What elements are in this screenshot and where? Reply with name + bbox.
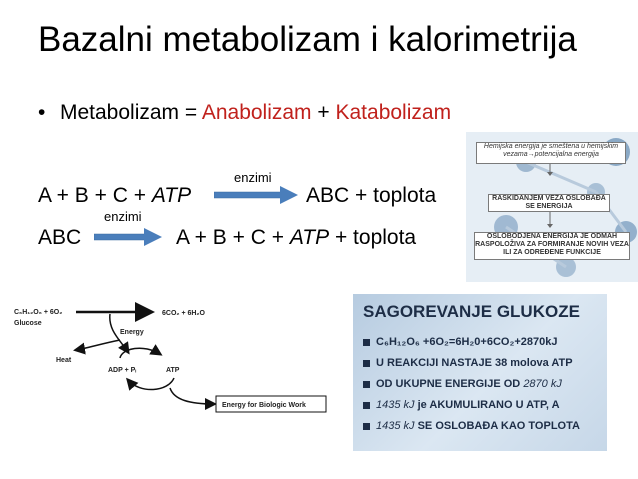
slide-title: Bazalni metabolizam i kalorimetrija	[38, 20, 577, 59]
panel-item-total-energy-value: 2870 kJ	[523, 378, 562, 390]
anabolism-term: Anabolizam	[201, 101, 312, 124]
panel-item-total-energy-text: OD UKUPNE ENERGIJE OD	[376, 378, 524, 390]
plus-sign: +	[311, 101, 336, 124]
panel-item-equation	[363, 336, 557, 348]
eq1-arrow-icon	[214, 184, 298, 206]
equation-2-right	[176, 226, 416, 250]
panel-item-total-energy	[363, 378, 562, 390]
heat-label: Heat	[56, 357, 72, 364]
heat-arrow-icon	[76, 340, 120, 350]
square-bullet-icon	[363, 339, 370, 346]
square-bullet-icon	[363, 402, 370, 409]
energy-label: Energy	[120, 329, 144, 336]
square-bullet-icon	[363, 423, 370, 430]
panel-item-accumulated-text: je AKUMULIRANO U ATP, A	[414, 399, 560, 411]
panel-item-accumulated	[363, 399, 560, 411]
bullet-prefix: Metabolizam =	[60, 101, 202, 124]
panel-item-released-text: SE OSLOBAĐA KAO TOPLOTA	[414, 420, 580, 432]
glucose-label: Glucose	[14, 320, 42, 327]
eq2-arrow-icon	[94, 226, 162, 248]
eq2-products: A + B + C +	[176, 226, 290, 249]
atp-label: ATP	[166, 367, 180, 374]
products-formula: 6CO₂ + 6H₂O	[162, 310, 205, 317]
eq1-enzyme-label: enzimi	[234, 170, 272, 185]
eq1-atp: ATP	[151, 184, 192, 207]
panel-item-released-value: 1435 kJ	[376, 420, 415, 432]
eq2-heat: + toplota	[329, 226, 417, 249]
eq2-reactant: ABC	[38, 226, 82, 249]
catabolism-term: Katabolizam	[335, 101, 452, 124]
square-bullet-icon	[363, 381, 370, 388]
square-bullet-icon	[363, 360, 370, 367]
bullet-icon: •	[38, 101, 46, 124]
equation-1-left	[38, 184, 191, 208]
eq2-enzyme-label: enzimi	[104, 209, 142, 224]
eq1-product: ABC + toplota	[306, 184, 437, 207]
work-label: Energy for Biologic Work	[222, 402, 306, 409]
panel-item-equation-text: C₆H₁₂O₆ +6O₂=6H₂0+6CO₂+2870kJ	[376, 336, 558, 348]
adp-label: ADP + Pᵢ	[108, 367, 137, 374]
work-arrow-icon	[170, 388, 214, 404]
panel-item-accumulated-value: 1435 kJ	[376, 399, 415, 411]
panel-title: SAGOREVANJE GLUKOZE	[363, 302, 580, 321]
eq2-atp: ATP	[289, 226, 330, 249]
panel-item-atp	[363, 357, 573, 369]
atp-cycle-diagram	[10, 300, 330, 428]
eq1-reactants: A + B + C +	[38, 184, 152, 207]
released-energy-box: OSLOBODJENA ENERGIJA JE ODMAH RASPOLOŽIVA ZA FORMIRANJE NOVIH VEZA ILI ZA ODREĐENE FUNKCIJE	[474, 232, 630, 260]
panel-item-atp-text: U REAKCIJI NASTAJE 38 molova ATP	[376, 357, 573, 369]
glucose-combustion-panel	[353, 294, 607, 451]
panel-item-released	[363, 420, 580, 432]
bond-breaking-box: RASKIDANJEM VEZA OSLOBAĐA SE ENERGIJA	[488, 194, 610, 212]
chemical-energy-box: Hemijska energija je smeštena u hemijskim vezama→potencijalna energija	[476, 142, 626, 164]
bullet-metabolism	[38, 101, 451, 125]
energy-bonds-image	[466, 132, 638, 282]
glucose-formula: C₆H₁₂O₆ + 6O₂	[14, 309, 63, 316]
cycle-bottom-arrow-icon	[128, 378, 174, 390]
